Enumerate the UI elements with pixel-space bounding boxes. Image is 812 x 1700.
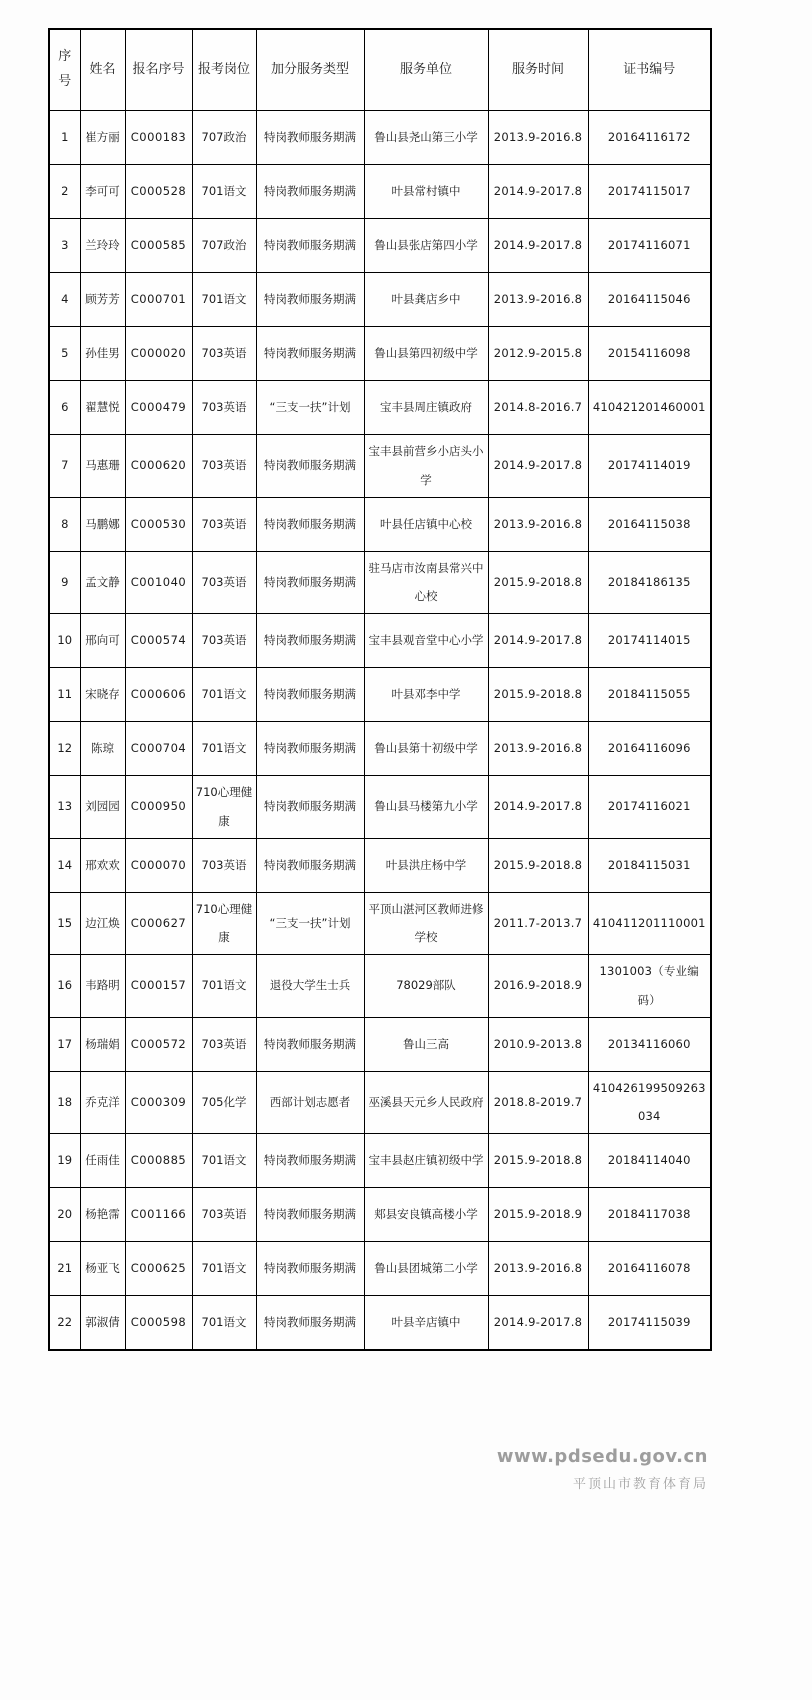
cell-position: 701语文 [192,1296,256,1351]
cell-cert-no: 20164116172 [588,111,711,165]
cell-reg-no: C000020 [125,327,192,381]
cell-service-time: 2014.9-2017.8 [488,1296,588,1351]
cell-no: 18 [49,1071,80,1134]
cell-name: 崔方丽 [80,111,125,165]
cell-service-unit: 平顶山湛河区教师进修学校 [364,892,488,955]
cell-reg-no: C001166 [125,1188,192,1242]
footer-organization-name: 平顶山市教育体育局 [572,1477,708,1492]
cell-position: 703英语 [192,838,256,892]
cell-reg-no: C000479 [125,381,192,435]
table-row [49,1134,711,1188]
table-row [49,219,711,273]
cell-no: 8 [49,497,80,551]
table-body [49,111,711,1351]
cell-position: 703英语 [192,497,256,551]
cell-service-type: 退役大学生士兵 [256,955,364,1018]
cell-service-unit: 宝丰县前营乡小店头小学 [364,435,488,498]
cell-service-type: 特岗教师服务期满 [256,165,364,219]
cell-service-type: 特岗教师服务期满 [256,668,364,722]
cell-no: 13 [49,776,80,839]
header-service-unit: 服务单位 [364,29,488,111]
cell-no: 1 [49,111,80,165]
header-certificate-no: 证书编号 [588,29,711,111]
cell-cert-no: 20184115055 [588,668,711,722]
cell-service-unit: 宝丰县周庄镇政府 [364,381,488,435]
cell-position: 703英语 [192,551,256,614]
cell-name: 宋晓存 [80,668,125,722]
cell-service-type: 特岗教师服务期满 [256,219,364,273]
header-serial-number: 序号 [49,29,80,111]
cell-cert-no: 20184115031 [588,838,711,892]
cell-reg-no: C000625 [125,1242,192,1296]
cell-cert-no: 20164115046 [588,273,711,327]
cell-position: 701语文 [192,1134,256,1188]
table-row [49,776,711,839]
cell-name: 兰玲玲 [80,219,125,273]
table-row [49,1188,711,1242]
table-row [49,1017,711,1071]
footer-website-url: www.pdsedu.gov.cn [496,1446,708,1467]
cell-reg-no: C000606 [125,668,192,722]
cell-no: 20 [49,1188,80,1242]
cell-no: 14 [49,838,80,892]
cell-reg-no: C000701 [125,273,192,327]
cell-name: 邢欢欢 [80,838,125,892]
bonus-service-roster-table [48,28,712,1351]
cell-no: 11 [49,668,80,722]
header-applied-position: 报考岗位 [192,29,256,111]
table-row [49,497,711,551]
table-row [49,1071,711,1134]
cell-service-unit: 鲁山县张店第四小学 [364,219,488,273]
cell-name: 孟文静 [80,551,125,614]
cell-service-type: 特岗教师服务期满 [256,435,364,498]
cell-reg-no: C000885 [125,1134,192,1188]
cell-reg-no: C000070 [125,838,192,892]
cell-cert-no: 20164116078 [588,1242,711,1296]
cell-reg-no: C000950 [125,776,192,839]
cell-no: 9 [49,551,80,614]
cell-position: 703英语 [192,1017,256,1071]
table-row [49,1242,711,1296]
table-row [49,614,711,668]
cell-no: 16 [49,955,80,1018]
cell-service-unit: 叶县辛店镇中 [364,1296,488,1351]
cell-service-time: 2013.9-2016.8 [488,1242,588,1296]
cell-no: 7 [49,435,80,498]
page-footer [48,1446,708,1492]
cell-service-type: 特岗教师服务期满 [256,551,364,614]
cell-cert-no: 1301003（专业编码） [588,955,711,1018]
cell-service-time: 2015.9-2018.8 [488,551,588,614]
cell-service-type: 特岗教师服务期满 [256,776,364,839]
table-row [49,668,711,722]
cell-name: 刘园园 [80,776,125,839]
cell-name: 杨艳霈 [80,1188,125,1242]
cell-service-time: 2014.9-2017.8 [488,219,588,273]
cell-name: 顾芳芳 [80,273,125,327]
cell-service-unit: 鲁山县尧山第三小学 [364,111,488,165]
table-row [49,551,711,614]
cell-service-unit: 鲁山县第十初级中学 [364,722,488,776]
cell-name: 杨瑞娟 [80,1017,125,1071]
cell-service-time: 2010.9-2013.8 [488,1017,588,1071]
cell-service-unit: 叶县任店镇中心校 [364,497,488,551]
cell-name: 杨亚飞 [80,1242,125,1296]
cell-service-unit: 叶县龚店乡中 [364,273,488,327]
cell-position: 710心理健康 [192,776,256,839]
cell-name: 翟慧悦 [80,381,125,435]
cell-position: 701语文 [192,273,256,327]
cell-name: 孙佳男 [80,327,125,381]
table-row [49,892,711,955]
cell-name: 边江焕 [80,892,125,955]
cell-position: 703英语 [192,614,256,668]
cell-service-type: 特岗教师服务期满 [256,838,364,892]
cell-service-type: 特岗教师服务期满 [256,273,364,327]
table-row [49,165,711,219]
cell-reg-no: C000585 [125,219,192,273]
cell-position: 703英语 [192,1188,256,1242]
table-row [49,273,711,327]
cell-name: 郭淑倩 [80,1296,125,1351]
cell-service-unit: 78029部队 [364,955,488,1018]
cell-reg-no: C000704 [125,722,192,776]
cell-service-time: 2016.9-2018.9 [488,955,588,1018]
cell-position: 701语文 [192,668,256,722]
cell-reg-no: C000620 [125,435,192,498]
cell-no: 3 [49,219,80,273]
cell-no: 2 [49,165,80,219]
cell-service-time: 2013.9-2016.8 [488,111,588,165]
cell-reg-no: C000572 [125,1017,192,1071]
cell-service-time: 2014.9-2017.8 [488,435,588,498]
cell-service-time: 2014.9-2017.8 [488,614,588,668]
cell-position: 707政治 [192,219,256,273]
cell-service-time: 2015.9-2018.9 [488,1188,588,1242]
cell-name: 邢向可 [80,614,125,668]
cell-name: 任雨佳 [80,1134,125,1188]
cell-service-type: 特岗教师服务期满 [256,1134,364,1188]
cell-service-type: 特岗教师服务期满 [256,614,364,668]
cell-service-type: 特岗教师服务期满 [256,1188,364,1242]
cell-service-type: 特岗教师服务期满 [256,111,364,165]
cell-service-unit: 巫溪县天元乡人民政府 [364,1071,488,1134]
cell-service-time: 2015.9-2018.8 [488,1134,588,1188]
cell-service-unit: 叶县洪庄杨中学 [364,838,488,892]
cell-position: 703英语 [192,327,256,381]
cell-position: 710心理健康 [192,892,256,955]
cell-cert-no: 20174114019 [588,435,711,498]
cell-position: 703英语 [192,435,256,498]
cell-service-unit: 叶县邓李中学 [364,668,488,722]
cell-position: 701语文 [192,165,256,219]
table-row [49,327,711,381]
cell-service-time: 2014.9-2017.8 [488,776,588,839]
cell-service-time: 2014.9-2017.8 [488,165,588,219]
cell-name: 陈琼 [80,722,125,776]
cell-reg-no: C000574 [125,614,192,668]
cell-cert-no: 20174115039 [588,1296,711,1351]
cell-service-time: 2012.9-2015.8 [488,327,588,381]
cell-position: 703英语 [192,381,256,435]
cell-cert-no: 20174116071 [588,219,711,273]
cell-name: 马鹏娜 [80,497,125,551]
cell-position: 707政治 [192,111,256,165]
cell-service-unit: 鲁山三高 [364,1017,488,1071]
table-row [49,955,711,1018]
cell-cert-no: 20184117038 [588,1188,711,1242]
cell-cert-no: 20134116060 [588,1017,711,1071]
cell-service-time: 2011.7-2013.7 [488,892,588,955]
cell-service-unit: 郏县安良镇高楼小学 [364,1188,488,1242]
cell-cert-no: 20174115017 [588,165,711,219]
cell-no: 19 [49,1134,80,1188]
cell-name: 韦路明 [80,955,125,1018]
cell-service-type: “三支一扶”计划 [256,892,364,955]
cell-service-type: 特岗教师服务期满 [256,722,364,776]
table-row [49,381,711,435]
cell-no: 17 [49,1017,80,1071]
table-row [49,838,711,892]
cell-service-type: “三支一扶”计划 [256,381,364,435]
cell-name: 马惠珊 [80,435,125,498]
cell-reg-no: C000528 [125,165,192,219]
table-row [49,722,711,776]
cell-reg-no: C000627 [125,892,192,955]
header-row [49,29,711,111]
cell-cert-no: 20174116021 [588,776,711,839]
cell-cert-no: 410411201110001 [588,892,711,955]
cell-service-type: 西部计划志愿者 [256,1071,364,1134]
cell-no: 21 [49,1242,80,1296]
cell-service-time: 2013.9-2016.8 [488,722,588,776]
cell-service-unit: 鲁山县马楼第九小学 [364,776,488,839]
cell-service-unit: 鲁山县第四初级中学 [364,327,488,381]
table-row [49,435,711,498]
cell-service-time: 2013.9-2016.8 [488,273,588,327]
cell-cert-no: 20174114015 [588,614,711,668]
cell-position: 705化学 [192,1071,256,1134]
cell-service-time: 2013.9-2016.8 [488,497,588,551]
header-registration-no: 报名序号 [125,29,192,111]
cell-service-time: 2015.9-2018.8 [488,838,588,892]
table-row [49,111,711,165]
cell-no: 15 [49,892,80,955]
cell-reg-no: C000157 [125,955,192,1018]
cell-reg-no: C000530 [125,497,192,551]
cell-position: 701语文 [192,955,256,1018]
cell-service-unit: 鲁山县团城第二小学 [364,1242,488,1296]
cell-service-time: 2014.8-2016.7 [488,381,588,435]
cell-cert-no: 20184186135 [588,551,711,614]
header-service-time: 服务时间 [488,29,588,111]
cell-no: 22 [49,1296,80,1351]
cell-service-unit: 驻马店市汝南县常兴中心校 [364,551,488,614]
cell-position: 701语文 [192,1242,256,1296]
cell-no: 10 [49,614,80,668]
cell-service-time: 2018.8-2019.7 [488,1071,588,1134]
cell-name: 李可可 [80,165,125,219]
cell-reg-no: C000309 [125,1071,192,1134]
cell-position: 701语文 [192,722,256,776]
cell-no: 5 [49,327,80,381]
cell-no: 6 [49,381,80,435]
cell-reg-no: C000598 [125,1296,192,1351]
cell-service-type: 特岗教师服务期满 [256,1296,364,1351]
table-row [49,1296,711,1351]
cell-no: 4 [49,273,80,327]
header-bonus-service-type: 加分服务类型 [256,29,364,111]
cell-cert-no: 410421201460001 [588,381,711,435]
cell-cert-no: 20164115038 [588,497,711,551]
cell-reg-no: C000183 [125,111,192,165]
cell-service-unit: 宝丰县观音堂中心小学 [364,614,488,668]
cell-service-unit: 叶县常村镇中 [364,165,488,219]
cell-service-time: 2015.9-2018.8 [488,668,588,722]
cell-service-type: 特岗教师服务期满 [256,497,364,551]
cell-service-unit: 宝丰县赵庄镇初级中学 [364,1134,488,1188]
cell-cert-no: 20154116098 [588,327,711,381]
header-name: 姓名 [80,29,125,111]
cell-cert-no: 410426199509263034 [588,1071,711,1134]
cell-reg-no: C001040 [125,551,192,614]
cell-no: 12 [49,722,80,776]
cell-cert-no: 20164116096 [588,722,711,776]
cell-cert-no: 20184114040 [588,1134,711,1188]
cell-service-type: 特岗教师服务期满 [256,327,364,381]
cell-service-type: 特岗教师服务期满 [256,1242,364,1296]
roster-table-container [48,28,710,1351]
cell-name: 乔克洋 [80,1071,125,1134]
cell-service-type: 特岗教师服务期满 [256,1017,364,1071]
